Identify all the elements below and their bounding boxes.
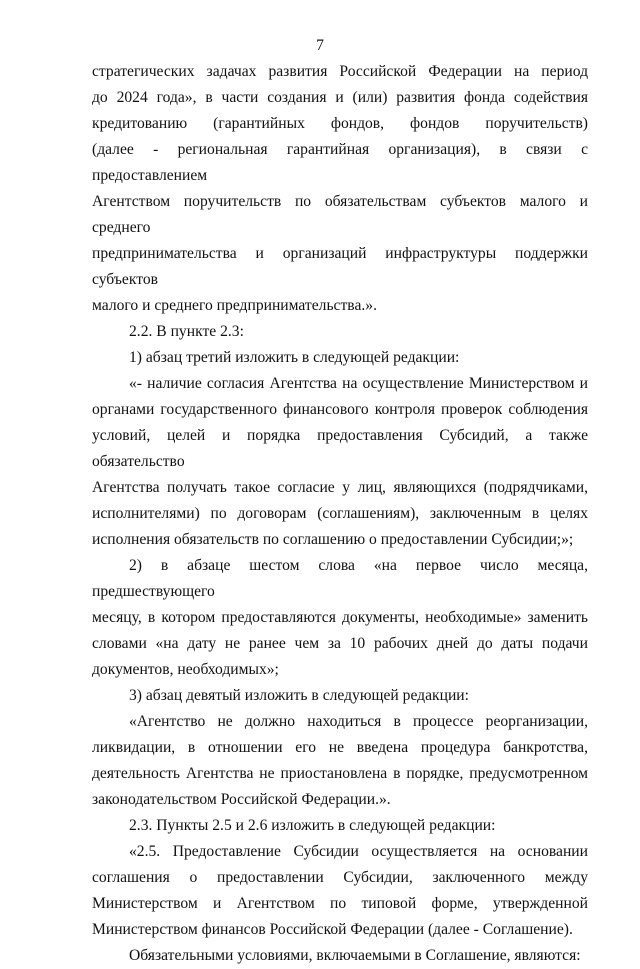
text-line: Агентства получать такое согласие у лиц, являющихся (подрядчиками, bbox=[92, 479, 588, 496]
text-line: 2.3. Пункты 2.5 и 2.6 изложить в следующей редакции: bbox=[129, 817, 496, 834]
document-body bbox=[92, 59, 588, 969]
paragraph-p2 bbox=[92, 319, 588, 345]
paragraph-p10 bbox=[92, 943, 588, 969]
text-line: 2.2. В пункте 2.3: bbox=[129, 323, 244, 340]
paragraph-p8 bbox=[92, 813, 588, 839]
text-line: органами государственного финансового контроля проверок соблюдения bbox=[92, 401, 588, 418]
paragraph-p3 bbox=[92, 345, 588, 371]
text-line: Агентством поручительств по обязательствам субъектов малого и среднего bbox=[92, 193, 588, 236]
text-line: ликвидации, в отношении его не введена процедура банкротства, bbox=[92, 739, 588, 756]
text-line: 2) в абзаце шестом слова «на первое число месяца, предшествующего bbox=[92, 557, 588, 600]
text-line: соглашения о предоставлении Субсидии, заключенного между bbox=[92, 869, 588, 886]
paragraph-p9 bbox=[92, 839, 588, 943]
text-line: «Агентство не должно находиться в процессе реорганизации, bbox=[129, 713, 588, 730]
text-line: законодательством Российской Федерации.». bbox=[92, 791, 391, 808]
text-line: «2.5. Предоставление Субсидии осуществляется на основании bbox=[129, 843, 588, 860]
text-line: «- наличие согласия Агентства на осуществление Министерством и bbox=[129, 375, 588, 392]
page-number: 7 bbox=[316, 37, 324, 54]
text-line: словами «на дату не ранее чем за 10 рабочих дней до даты подачи bbox=[92, 635, 588, 652]
text-line: (далее - региональная гарантийная организация), в связи с предоставлением bbox=[92, 141, 588, 184]
paragraph-p5 bbox=[92, 553, 588, 683]
text-line: Министерством и Агентством по типовой форме, утвержденной bbox=[92, 895, 588, 912]
text-line: малого и среднего предпринимательства.». bbox=[92, 297, 377, 314]
text-line: 1) абзац третий изложить в следующей редакции: bbox=[129, 349, 460, 366]
text-line: Министерством финансов Российской Федерации (далее - Соглашение). bbox=[92, 921, 573, 938]
text-line: до 2024 года», в части создания и (или) развития фонда содействия bbox=[92, 89, 588, 106]
text-line: стратегических задачах развития Российской Федерации на период bbox=[92, 63, 588, 80]
text-line: документов, необходимых»; bbox=[92, 661, 279, 678]
text-line: кредитованию (гарантийных фондов, фондов поручительств) bbox=[92, 115, 588, 132]
paragraph-p6 bbox=[92, 683, 588, 709]
text-line: месяцу, в котором предоставляются документы, необходимые» заменить bbox=[92, 609, 588, 626]
text-line: предпринимательства и организаций инфраструктуры поддержки субъектов bbox=[92, 245, 588, 288]
paragraph-p4 bbox=[92, 371, 588, 553]
paragraph-p7 bbox=[92, 709, 588, 813]
paragraph-p1 bbox=[92, 59, 588, 319]
text-line: исполнения обязательств по соглашению о предоставлении Субсидии;»; bbox=[92, 531, 574, 548]
text-line: 3) абзац девятый изложить в следующей редакции: bbox=[129, 687, 469, 704]
text-line: исполнителями) по договорам (соглашениям), заключенным в целях bbox=[92, 505, 588, 522]
text-line: условий, целей и порядка предоставления Субсидий, а также обязательство bbox=[92, 427, 588, 470]
text-line: Обязательными условиями, включаемыми в Соглашение, являются: bbox=[129, 947, 581, 964]
text-line: деятельность Агентства не приостановлена в порядке, предусмотренном bbox=[92, 765, 588, 782]
